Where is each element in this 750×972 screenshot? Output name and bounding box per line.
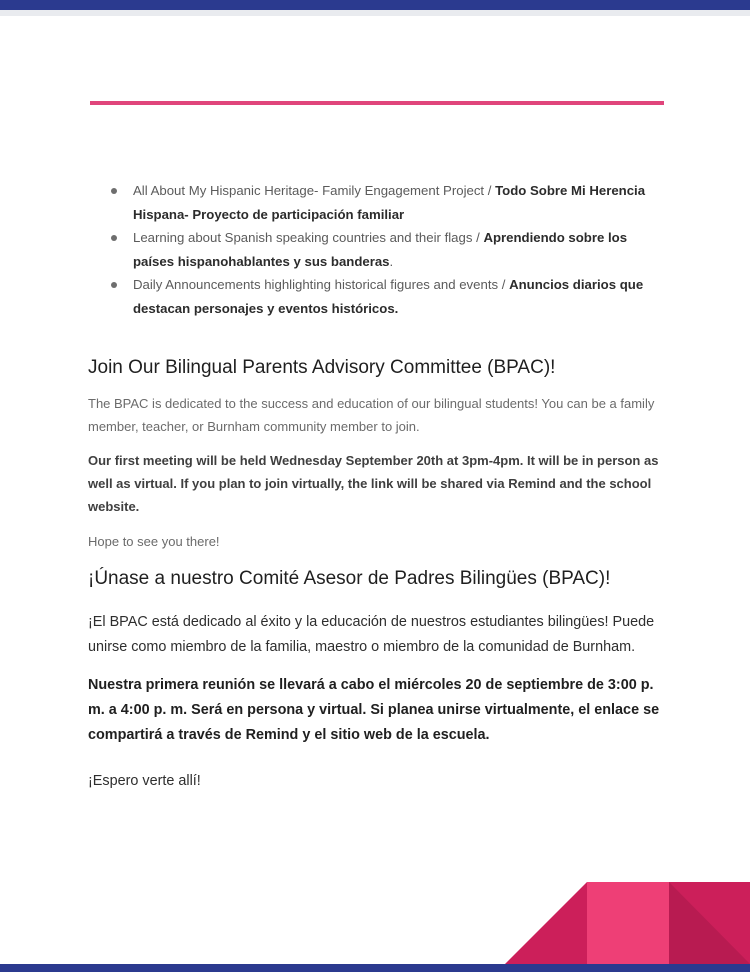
english-heading: Join Our Bilingual Parents Advisory Committee (BPAC)! xyxy=(88,357,556,378)
top-header-shadow xyxy=(0,10,750,16)
spanish-intro-paragraph: ¡El BPAC está dedicado al éxito y la educación de nuestros estudiantes bilingües! Puede unirse como miembro de la familia, maestro o miembro de la comunidad de Burnham. xyxy=(88,614,655,655)
corner-square-middle xyxy=(587,882,669,964)
list-item xyxy=(110,273,670,320)
pink-divider-rule xyxy=(90,101,664,105)
bullet-spanish-text: Aprendiendo sobre los países hispanohablantes y sus banderas xyxy=(133,230,628,269)
bullet-spanish-text: Anuncios diarios que destacan personajes y eventos históricos. xyxy=(133,277,644,316)
bullet-spanish-text: Todo Sobre Mi Herencia Hispana- Proyecto de participación familiar xyxy=(133,183,646,222)
bullet-tail: . xyxy=(389,253,394,269)
bullet-english-text: All About My Hispanic Heritage- Family Engagement Project / xyxy=(133,183,496,198)
spanish-meeting-paragraph: Nuestra primera reunión se llevará a cabo el miércoles 20 de septiembre de 3:00 p. m. a 4:00 p. m. Será en persona y virtual. Si planea unirse virtualmente, el enlace se compartirá a través de Remind y el sitio web de la escuela. xyxy=(88,677,660,743)
bullet-english-text: Daily Announcements highlighting historical figures and events / xyxy=(133,277,510,292)
bottom-footer-band xyxy=(0,964,750,972)
spanish-heading: ¡Únase a nuestro Comité Asesor de Padres Bilingües (BPAC)! xyxy=(88,568,611,589)
corner-triangle-left xyxy=(505,882,587,964)
english-closing-line: Hope to see you there! xyxy=(88,534,220,549)
corner-decoration-graphic xyxy=(505,882,750,964)
list-item xyxy=(110,226,670,273)
english-meeting-paragraph: Our first meeting will be held Wednesday September 20th at 3pm-4pm. It will be in person as well as virtual. If you plan to join virtually, the link will be shared via Remind and the school website. xyxy=(88,453,659,514)
bullet-english-text: Learning about Spanish speaking countries and their flags / xyxy=(133,230,484,245)
english-intro-paragraph: The BPAC is dedicated to the success and education of our bilingual students! You can be a family member, teacher, or Burnham community member to join. xyxy=(88,396,655,434)
spanish-closing-line: ¡Espero verte allí! xyxy=(88,773,201,789)
heritage-activities-list xyxy=(110,179,670,320)
list-item xyxy=(110,179,670,226)
top-header-band xyxy=(0,0,750,10)
